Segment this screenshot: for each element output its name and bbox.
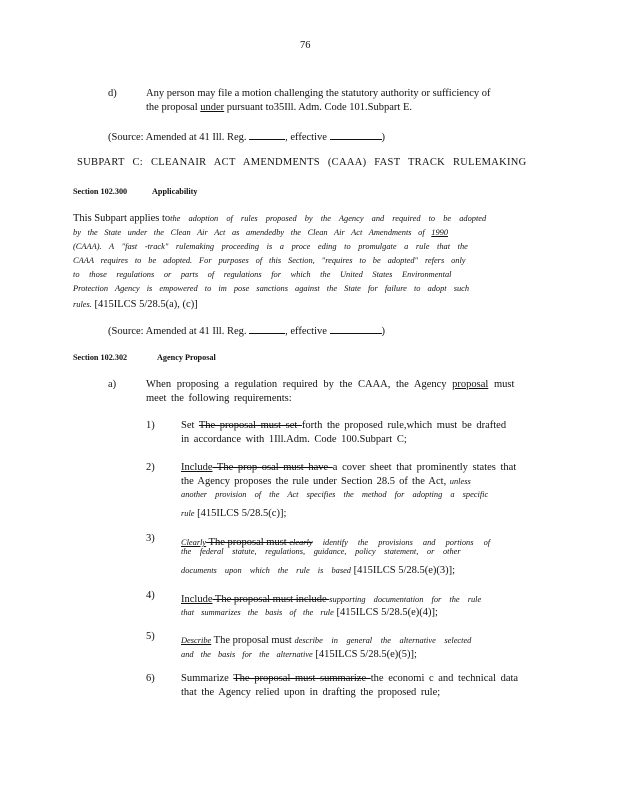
item-a-line1 [146,378,514,392]
item-3-marker: 3) [146,533,155,544]
text: forth the proposed rule,which must be drafted [301,420,507,431]
item-1-line2: in accordance with 1Ill.Adm. Code 100.Subpart C; [181,434,407,445]
underlined-text: under [200,102,225,113]
item-2-marker: 2) [146,462,155,473]
item-d-line2 [146,101,412,115]
item-4-marker: 4) [146,590,155,601]
text: must [488,379,515,390]
text: Summarize [181,673,234,684]
item-2-line3: another provision of the Act specifies the method for adopting a specific [181,490,489,499]
source-mid: , effective [285,132,327,143]
source-suffix: ) [381,132,386,143]
italic-text: unless [446,477,471,486]
source-mid: , effective [285,326,327,337]
text: [415ILCS 5/28.5(e)(5)]; [312,649,417,660]
italic-text: that summarizes the basis of the rule [181,608,334,617]
item-a-line2: meet the following requirements: [146,393,292,404]
struck-text: The proposal must include [212,594,330,605]
item-2-line2 [181,475,471,489]
item-4-line2 [181,602,438,620]
subpart-heading: SUBPART C: CLEANAIR ACT AMENDMENTS (CAAA) FAST TRACK RULEMAKING [77,157,527,168]
item-3-line3 [181,560,455,578]
item-5-marker: 5) [146,631,155,642]
text: the proposal [146,102,201,113]
text: [415ILCS 5/28.5(e)(4)]; [333,607,438,618]
struck-italic-text: clearly [289,538,313,547]
struck-text: The proposal must summarize [233,673,371,684]
blank-line [330,129,382,140]
section-300-body [73,210,525,312]
text: [415ILCS 5/28.5(c)]; [194,508,287,519]
section-300-number: Section 102.300 [73,187,128,196]
italic-text: describe in general the alternative selected [294,636,472,645]
item-1-line1 [181,419,506,433]
underlined-text: 1990 [431,228,449,237]
source-note-1 [108,129,385,145]
italic-text: supporting documentation for the rule [329,595,482,604]
text: Set [181,420,199,431]
struck-text: The proposal must [206,537,290,548]
text: [415ILCS 5/28.5(e)(3)]; [350,565,456,576]
italic-text: rule [181,509,195,518]
blank-line [249,323,285,334]
item-6-line2: that the Agency relied upon in drafting the proposed rule; [181,687,441,698]
section-300-title: Applicability [152,187,198,196]
italic-text: Protection Agency is empowered to im pose sanctions against the State for failure to adopt such [73,284,470,293]
item-6-line1 [181,672,518,686]
text: the Agency proposes the rule under Section 28.5 of the Act, [181,476,447,487]
underlined-text: proposal [452,379,489,390]
item-d-marker: d) [108,88,117,99]
item-2-line1 [181,461,516,475]
text: the economi c and technical data [370,673,519,684]
text: When proposing a regulation required by the CAAA, the Agency [146,379,453,390]
italic-text: and the basis for the alternative [181,650,313,659]
item-2-line4 [181,503,286,521]
struck-text: The proposal must set [198,420,302,431]
struck-text: The prop osal must have [212,462,333,473]
item-a-marker: a) [108,379,117,390]
italic-text: documents upon which the rule is based [181,566,351,575]
italic-underlined-text: Clearly [181,538,207,547]
text: [415ILCS 5/28.5(a), (c)] [91,299,198,310]
italic-text: CAAA requires to be adopted. For purposes of this Section, "requires to be adopted" refers only [73,256,466,265]
italic-text: the adoption of rules proposed by the Agency and required to be adopted [170,214,487,223]
item-1-marker: 1) [146,420,155,431]
text: The proposal must [211,635,295,646]
text: pursuant to35Ill. Adm. Code 101.Subpart E. [224,102,412,113]
italic-underlined-text: Describe [181,636,212,645]
item-5-line2 [181,644,417,662]
text: a cover sheet that prominently states that [332,462,517,473]
italic-text: by the State under the Clean Air Act as amendedby the Clean Air Act Amendments of [73,228,432,237]
italic-text: (CAAA). A "fast -track" rulemaking proceeding is a proce eding to promulgate a rule that the [73,242,468,251]
blank-line [249,129,285,140]
source-suffix: ) [381,326,386,337]
source-prefix: (Source: Amended at 41 Ill. Reg. [108,132,247,143]
blank-line [330,323,382,334]
source-prefix: (Source: Amended at 41 Ill. Reg. [108,326,247,337]
source-note-2 [108,323,385,339]
item-3-line2: the federal statute, regulations, guidance, policy statement, or other [181,547,461,556]
italic-text: rules. [73,300,92,309]
item-6-marker: 6) [146,673,155,684]
italic-text: to those regulations or parts of regulations for which the United States Environmental [73,270,452,279]
underlined-text: Include [181,594,213,605]
section-302-number: Section 102.302 [73,353,128,362]
section-302-title: Agency Proposal [157,353,216,362]
text: This Subpart applies to [73,213,171,224]
item-d-line1 [146,87,541,101]
underlined-text: Include [181,462,213,473]
page-number: 76 [300,40,311,51]
item-d-text: Any person may file a motion challenging the statutory authority or sufficiency of [146,88,491,99]
italic-text: identify the provisions and portions of [312,538,491,547]
